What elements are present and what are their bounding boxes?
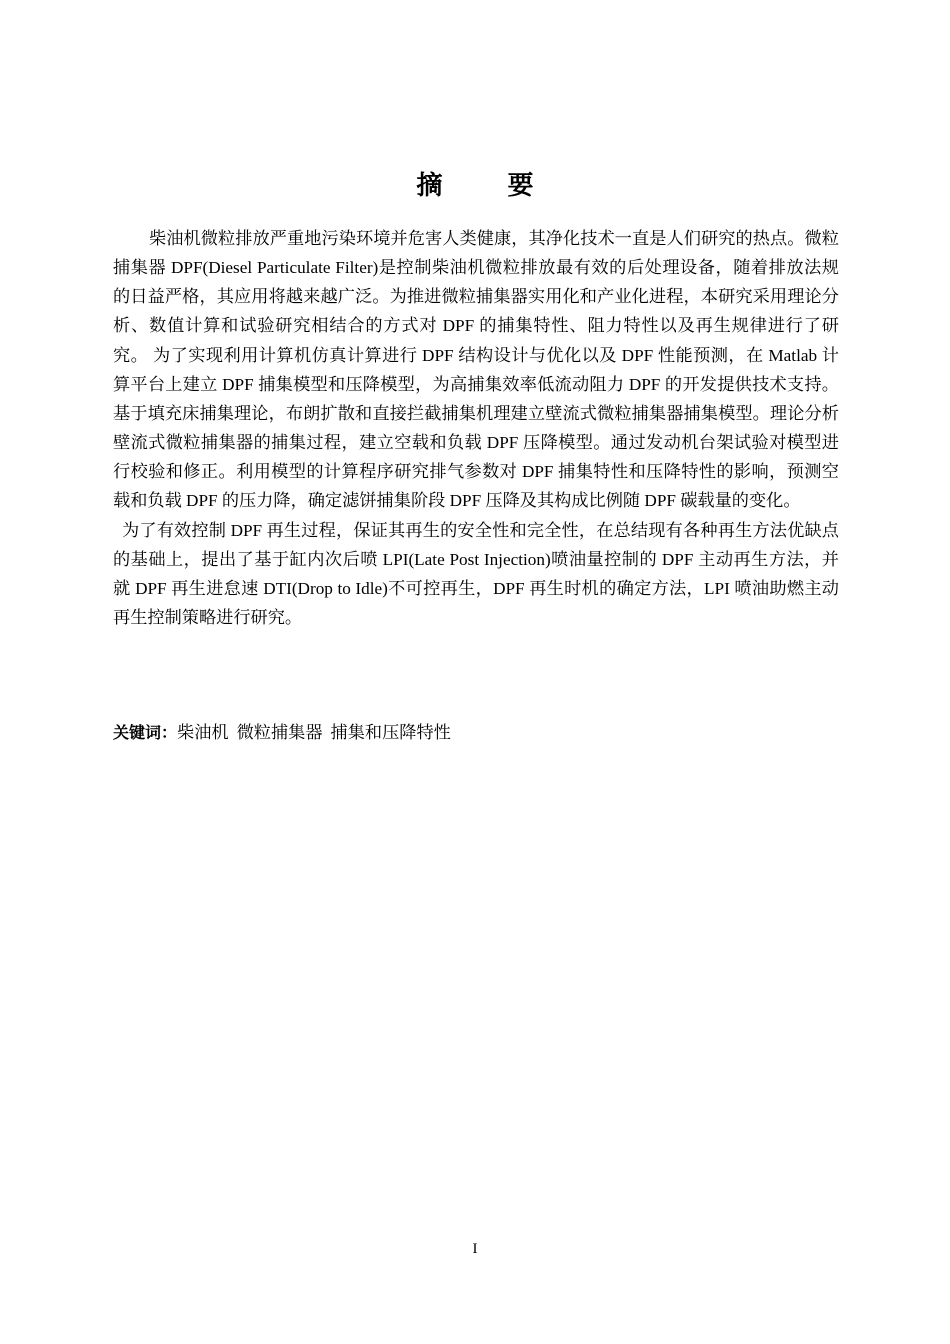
- abstract-body: [113, 224, 839, 632]
- keywords-label: 关键词：: [113, 723, 178, 742]
- keywords-line: [113, 718, 839, 747]
- keyword-item: 微粒捕集器: [236, 723, 323, 742]
- abstract-title: 摘 要: [416, 171, 562, 201]
- abstract-paragraph-1: 柴油机微粒排放严重地污染环境并危害人类健康，其净化技术一直是人们研究的热点。微粒捕集器 DPF(Diesel Particulate Filter)是控制柴油机微粒排放最有效的后处理设备，随着排放法规的日益严格，其应用将越来越广泛。为推进微粒捕集器实用化和产业化进程，本研究采用理论分析、数值计算和试验研究相结合的方式对 DPF 的捕集特性、阻力特性以及再生规律进行了研究。 为了实现利用计算机仿真计算进行 DPF 结构设计与优化以及 DPF 性能预测，在 Matlab 计算平台上建立 DPF 捕集模型和压降模型，为高捕集效率低流动阻力 DPF 的开发提供技术支持。基于填充床捕集理论，布朗扩散和直接拦截捕集机理建立壁流式微粒捕集器捕集模型。理论分析壁流式微粒捕集器的捕集过程，建立空载和负载 DPF 压降模型。通过发动机台架试验对模型进行校验和修正。利用模型的计算程序研究排气参数对 DPF 捕集特性和压降特性的影响，预测空载和负载 DPF 的压力降，确定滤饼捕集阶段 DPF 压降及其构成比例随 DPF 碳载量的变化。: [113, 229, 839, 511]
- page-number: I: [472, 1241, 478, 1257]
- keyword-item: 柴油机: [177, 723, 229, 742]
- keyword-item: 捕集和压降特性: [330, 723, 451, 742]
- abstract-paragraph-2: 为了有效控制 DPF 再生过程，保证其再生的安全性和完全性，在总结现有各种再生方法优缺点的基础上，提出了基于缸内次后喷 LPI(Late Post Injection)喷油量控制的 DPF 主动再生方法，并就 DPF 再生进怠速 DTI(Drop to Idle)不可控再生，DPF 再生时机的确定方法，LPI 喷油助燃主动再生控制策略进行研究。: [113, 520, 839, 628]
